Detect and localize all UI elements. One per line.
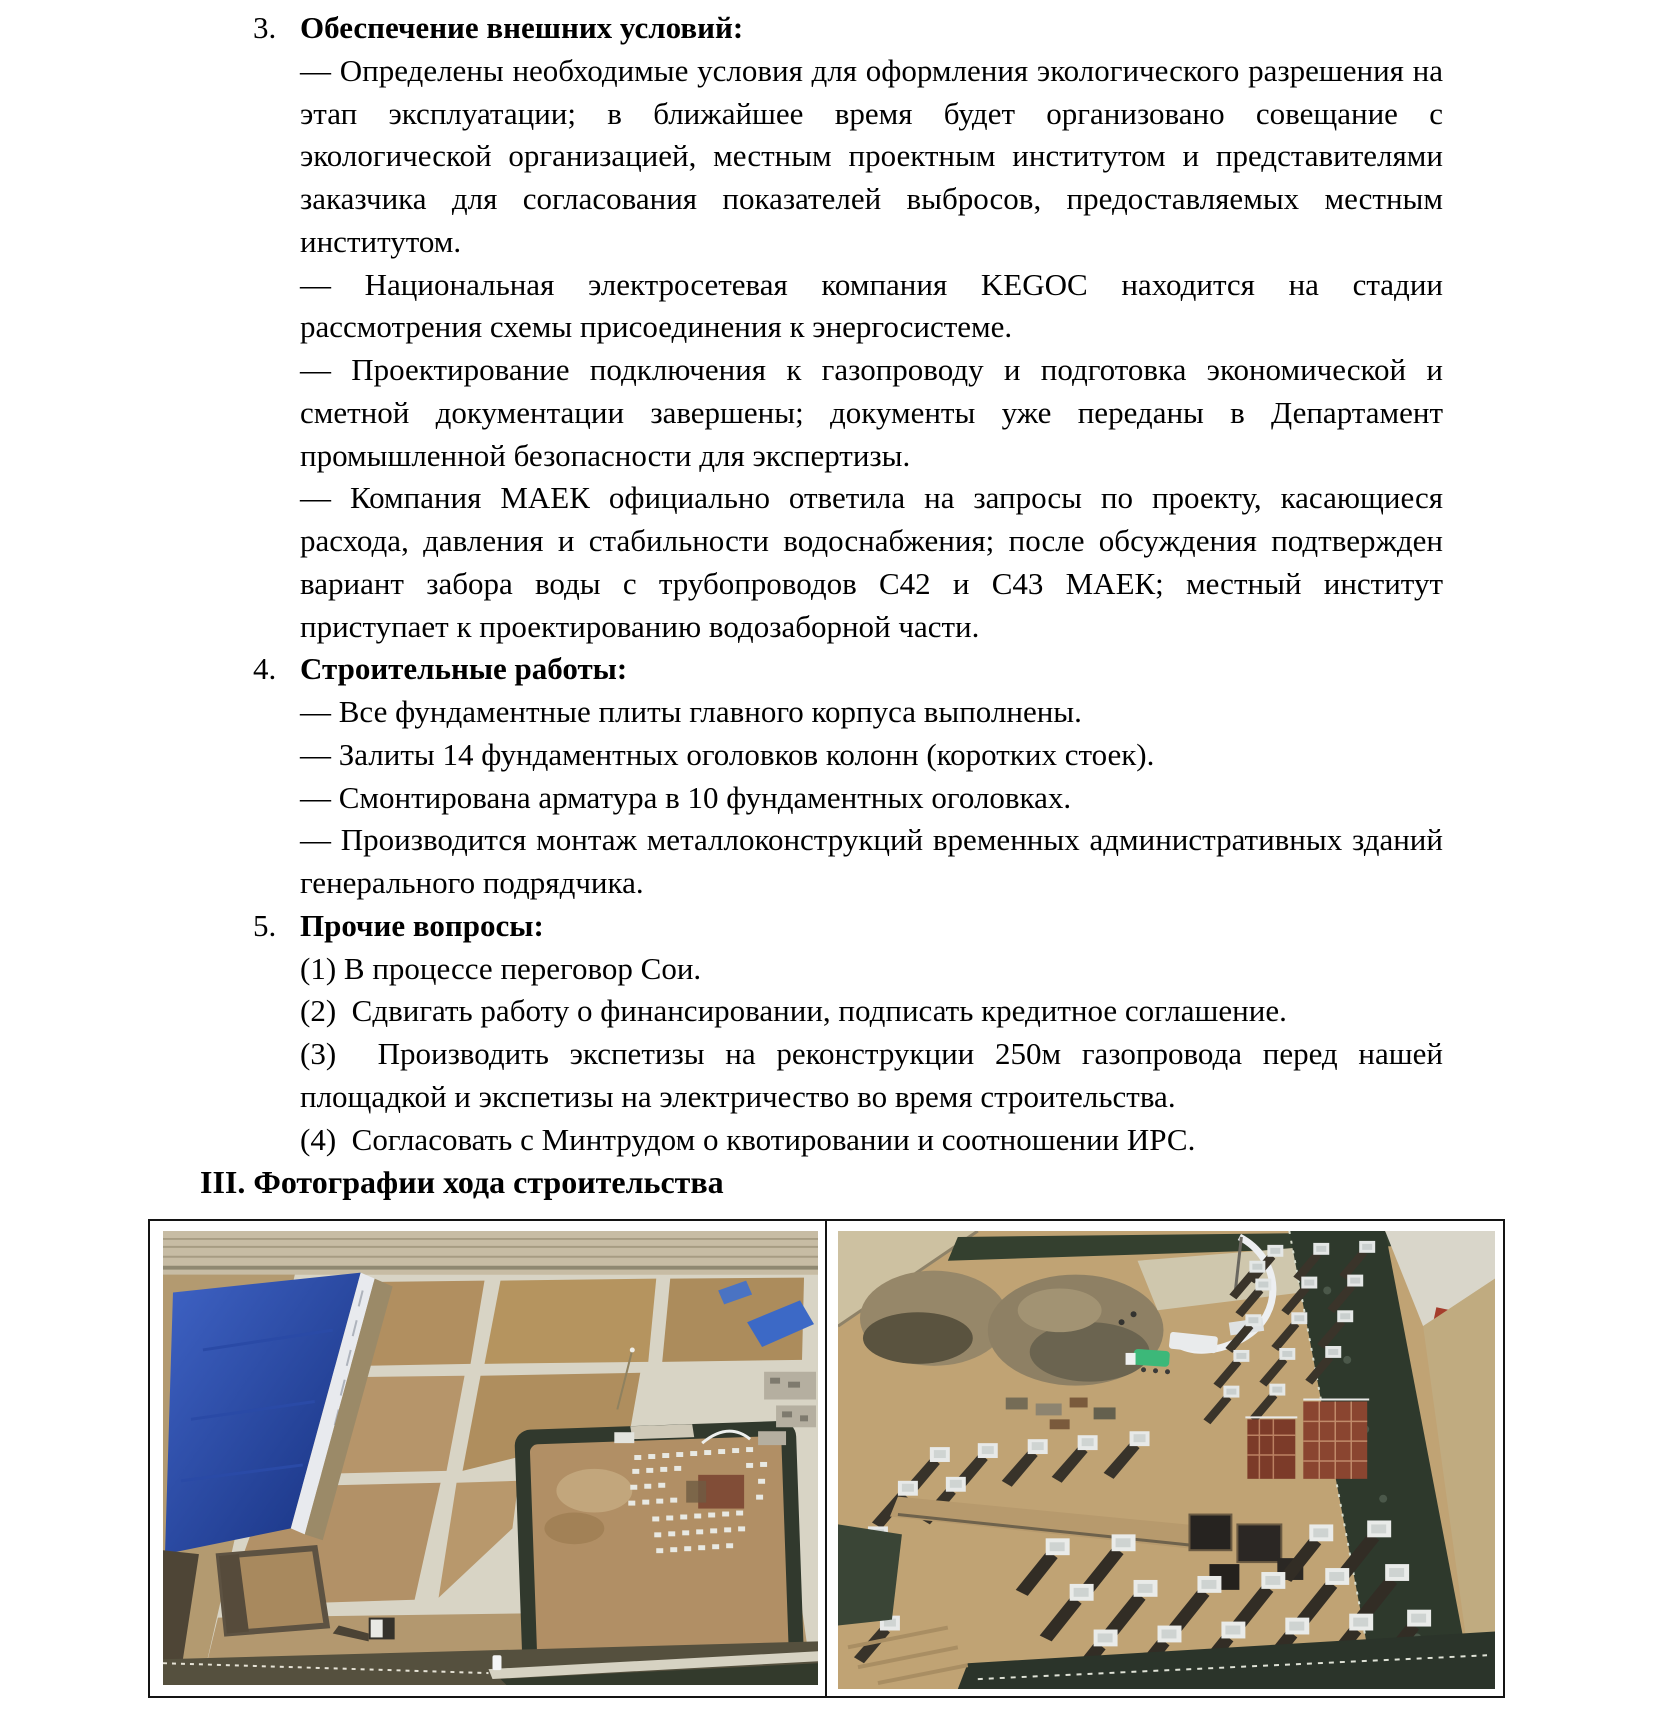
paragraph: (1) В процессе переговор Сои.: [300, 950, 702, 986]
photo-table: [148, 1219, 1505, 1698]
section-5: [253, 905, 1451, 1162]
paragraph: — Национальная электросетевая компания KEGOC находится на стадии рассмотрения схемы присоединения к энергосистеме.: [300, 266, 1451, 345]
paragraph: — Определены необходимые условия для оформления экологического разрешения на этап эксплуатации; в ближайшее время будет организовано совещание с экологической организацией, местным проектным институтом и представителями заказчика для согласования показателей выбросов, предоставляемых местным институтом.: [300, 52, 1451, 259]
section-title: Обеспечение внешних условий:: [300, 10, 744, 45]
section-heading: [253, 7, 1445, 50]
paragraph: — Производится монтаж металлоконструкций временных административных зданий генерального подрядчика.: [300, 822, 1451, 900]
section-4: [253, 648, 1451, 905]
section-heading: [253, 905, 1445, 948]
aerial-overview-photo: [163, 1231, 818, 1685]
paragraph: (4) Согласовать с Минтрудом о квотировании и соотношении ИРС.: [300, 1121, 1196, 1157]
section-number: 3.: [253, 10, 277, 45]
section-title: Прочие вопросы:: [300, 907, 544, 943]
paragraph: — Смонтирована арматура в 10 фундаментных оголовках.: [300, 779, 1072, 815]
paragraph: — Компания МАЕК официально ответила на запросы по проекту, касающиеся расхода, давления и стабильности водоснабжения; после обсуждения подтвержден вариант забора воды с трубопроводов С42 и С43 МАЕК; местный институт приступает к проектированию водозаборной части.: [300, 480, 1451, 644]
photo-cell-left: [150, 1221, 827, 1696]
report-body: [200, 7, 1451, 1204]
section-title: Строительные работы:: [300, 651, 628, 687]
section-number: 4.: [253, 651, 277, 687]
section-3: [253, 7, 1451, 648]
paragraph: (2) Сдвигать работу о финансировании, подписать кредитное соглашение.: [300, 993, 1287, 1029]
section-number: 5.: [253, 907, 277, 943]
section-heading: [253, 648, 1445, 691]
paragraph: — Проектирование подключения к газопроводу и подготовка экономической и сметной документации завершены; документы уже переданы в Департамент промышленной безопасности для экспертизы.: [300, 352, 1451, 473]
photos-section-heading: III. Фотографии хода строительства: [200, 1164, 724, 1201]
paragraph: (3) Производить экспетизы на реконструкции 250м газопровода перед нашей площадкой и экспетизы на электричество во время строительства.: [300, 1036, 1451, 1114]
paragraph: — Все фундаментные плиты главного корпуса выполнены.: [300, 694, 1082, 729]
paragraph: — Залиты 14 фундаментных оголовков колонн (коротких стоек).: [300, 736, 1155, 772]
foundation-works-photo: [838, 1231, 1495, 1689]
car: [492, 1655, 501, 1670]
mixer-truck: [1133, 1349, 1170, 1367]
photo-cell-right: [827, 1221, 1503, 1696]
